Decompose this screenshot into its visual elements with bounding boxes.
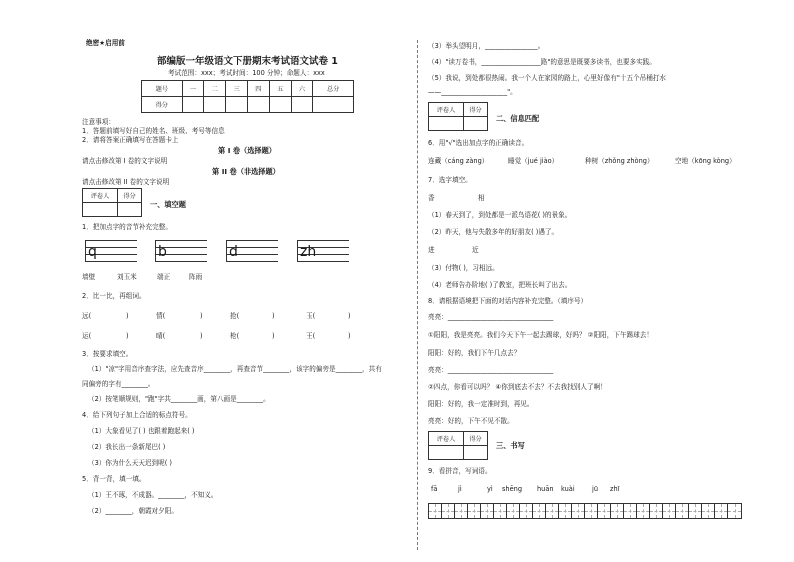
q6-item: 睡觉（jué jiào） [508,157,559,165]
q2-item: ) [348,332,351,340]
grader-label: 得分 [118,189,142,203]
notice-item: 1．答题前填写好自己的姓名、班级、考号等信息 [82,127,225,135]
q8-line: 亮亮：________________________________ [428,366,554,374]
volume2-title: 第 II 卷（非选择题） [212,167,280,176]
grader-input[interactable] [118,203,142,217]
r5-line: （5）我说，到处都很热闹。我一个人在家园的路上，心里好像有"十五个吊桶打水 [428,74,667,82]
grader-input[interactable] [429,446,464,460]
q2-text: 2．比一比，再组词。 [82,292,146,300]
q2-item: 晴( [156,332,166,340]
q6-item: 种树（zhǒng zhòng） [585,157,654,165]
q8-text: 8．请根据语境把下面的对话内容补充完整。（填序号） [428,297,588,305]
pinyin-letters: d [229,244,238,260]
q9-pinyin: jū [592,485,599,493]
q5-text: 5．背一背，填一填。 [82,475,146,483]
r4-line: （4）"读万卷书，__________________路"的意思是既要多读书，也要多实践。 [428,58,656,66]
score-cell: 二 [204,81,226,97]
grader-label: 评卷人 [429,103,464,117]
grader-box [428,431,488,460]
q2-item: ) [348,312,351,320]
volume1-hint: 请点击修改第 I 卷的文字说明 [82,157,168,165]
pinyin-letters: zh [300,244,317,260]
grader-input[interactable] [429,117,464,131]
score-cell: 三 [226,81,248,97]
q6-item: 连藏（cáng zàng） [428,157,489,165]
pinyin-box [85,240,137,262]
writing-grid[interactable] [428,503,742,519]
score-input[interactable] [204,97,226,113]
q3-line: （2）按笔顺规则，"跑"字共________画，第八画是________。 [88,395,270,403]
q3-line: （1）"凉"字用音序查字法，应先查音序________，再查音节________，该字的偏旁是________，共有 [88,365,382,373]
q4-item: （3）你为什么天天迟到呢( ) [88,459,172,467]
q8-line: 亮亮：好的，下午不见不散。 [428,417,514,425]
q2-item: 运( [82,332,92,340]
q2-item: ) [126,312,129,320]
q9-pinyin: huān [537,485,554,493]
q2-item: 远( [82,312,92,320]
score-input[interactable] [247,97,269,113]
r3-line: （3）举头望明月，________________。 [428,42,545,50]
q9-pinyin: shēng [502,485,523,493]
q7-choice: 相 [478,194,485,202]
q5-item: （1）王不琢，不成器。________，不知义。 [88,491,218,499]
score-cell: 总分 [313,81,354,97]
q7-choice: 香 [428,194,435,202]
secret-label: 绝密★启用前 [86,39,125,47]
pinyin-letters: q [88,244,97,260]
r5-line: ——____________________"。 [428,88,517,96]
q7-choice: 近 [472,246,479,254]
q3-text: 3．按要求填空。 [82,350,133,358]
q9-pinyin: kuài [561,485,575,493]
pinyin-box [297,240,349,262]
pinyin-letters: b [158,244,167,260]
q5-item: （2）________，朝霞对夕阳。 [88,507,178,515]
score-cell: 题号 [142,81,183,97]
score-input[interactable] [291,97,313,113]
volume2-hint: 请点击修改第 II 卷的文字说明 [82,178,170,186]
q8-line: ②四点，你看可以吗？ ④你到底去不去？不去我找别人了啊！ [428,383,607,391]
notice-title: 注意事项： [82,118,115,126]
q1-word: 刘玉米 [117,273,137,281]
notice-item: 2．请将答案正确填写在答题卡上 [82,136,179,144]
q2-item: ) [200,312,203,320]
score-input[interactable] [313,97,354,113]
q7-item: （1）春天到了，到处都是一派鸟语花( )的景象。 [428,211,572,219]
q2-item: 情( [156,312,166,320]
q2-item: 抢( [230,312,240,320]
q2-item: ) [272,312,275,320]
q8-line: 亮亮：________________________________ [428,313,554,321]
q9-pinyin: fā [431,485,438,493]
q1-word: 阵雨 [189,273,203,281]
q2-item: 王( [306,332,316,340]
q7-item: （3）付物( )，习相远。 [428,264,499,272]
pinyin-box [155,240,207,262]
volume1-title: 第 I 卷（选择题） [218,146,276,155]
q9-text: 9．看拼音，写词语。 [428,467,492,475]
q7-item: （4）老师告办阶地( )了教室，把班长叫了出去。 [428,281,572,289]
page-title: 部编版一年级语文下册期末考试语文试卷 1 [157,56,338,67]
q1-word: 墙壁 [82,273,96,281]
q7-choice: 进 [428,246,435,254]
q9-pinyin: yì [487,485,493,493]
q2-item: ) [200,332,203,340]
grader-box [428,102,488,131]
grader-label: 得分 [464,103,488,117]
column-divider [417,40,418,550]
grader-label: 评卷人 [83,189,118,203]
grader-box [82,188,142,217]
q4-text: 4．给下列句子加上合适的标点符号。 [82,411,192,419]
grader-label: 评卷人 [429,432,464,446]
score-cell: 一 [182,81,204,97]
q1-text: 1．把加点字的音节补充完整。 [82,223,172,231]
grader-input[interactable] [464,117,488,131]
q8-line: ①阳阳，我是亮亮。我们今天下午一起去踢球，好吗？ ②阳阳，下午踢球去！ [428,331,653,339]
score-cell: 得分 [142,97,183,113]
score-input[interactable] [226,97,248,113]
q7-text: 7．选字填空。 [428,176,472,184]
q9-pinyin: zhī [610,485,620,493]
score-cell: 六 [291,81,313,97]
score-cell: 五 [269,81,291,97]
grader-label: 得分 [464,432,488,446]
q2-item: 枪( [230,332,240,340]
q8-line: 阳阳：好的，我们下午几点去？ [428,349,521,357]
q7-item: （2）昨天，他与失散多年的好朋友( )遇了。 [428,228,559,236]
q6-item: 空地（kōng kòng） [675,157,736,165]
q3-line: 同偏旁的字有________。 [82,380,155,388]
q1-word: 端正 [157,273,171,281]
pinyin-box [226,240,278,262]
q2-item: ) [126,332,129,340]
section1-title: 一、填空题 [150,200,186,209]
section2-title: 二、信息匹配 [496,114,540,123]
q2-item: ) [272,332,275,340]
q8-line: 阳阳：好的，我一定准时到，再见。 [428,400,534,408]
q4-item: （2）我长出一条新尾巴( ) [88,443,166,451]
q4-item: （1）大象看见了( ) 也跟着跑起来( ) [88,427,195,435]
exam-info: 考试范围：xxx；考试时间：100 分钟；命题人：xxx [168,69,325,77]
grader-input[interactable] [83,203,118,217]
q9-pinyin: jì [458,485,462,493]
grader-input[interactable] [464,446,488,460]
score-cell: 四 [247,81,269,97]
section3-title: 三、书写 [496,441,525,450]
score-table [141,80,354,113]
q6-text: 6．用"√"选出加点字的正确读音。 [428,139,529,147]
q2-item: 玉( [306,312,316,320]
score-input[interactable] [182,97,204,113]
score-input[interactable] [269,97,291,113]
